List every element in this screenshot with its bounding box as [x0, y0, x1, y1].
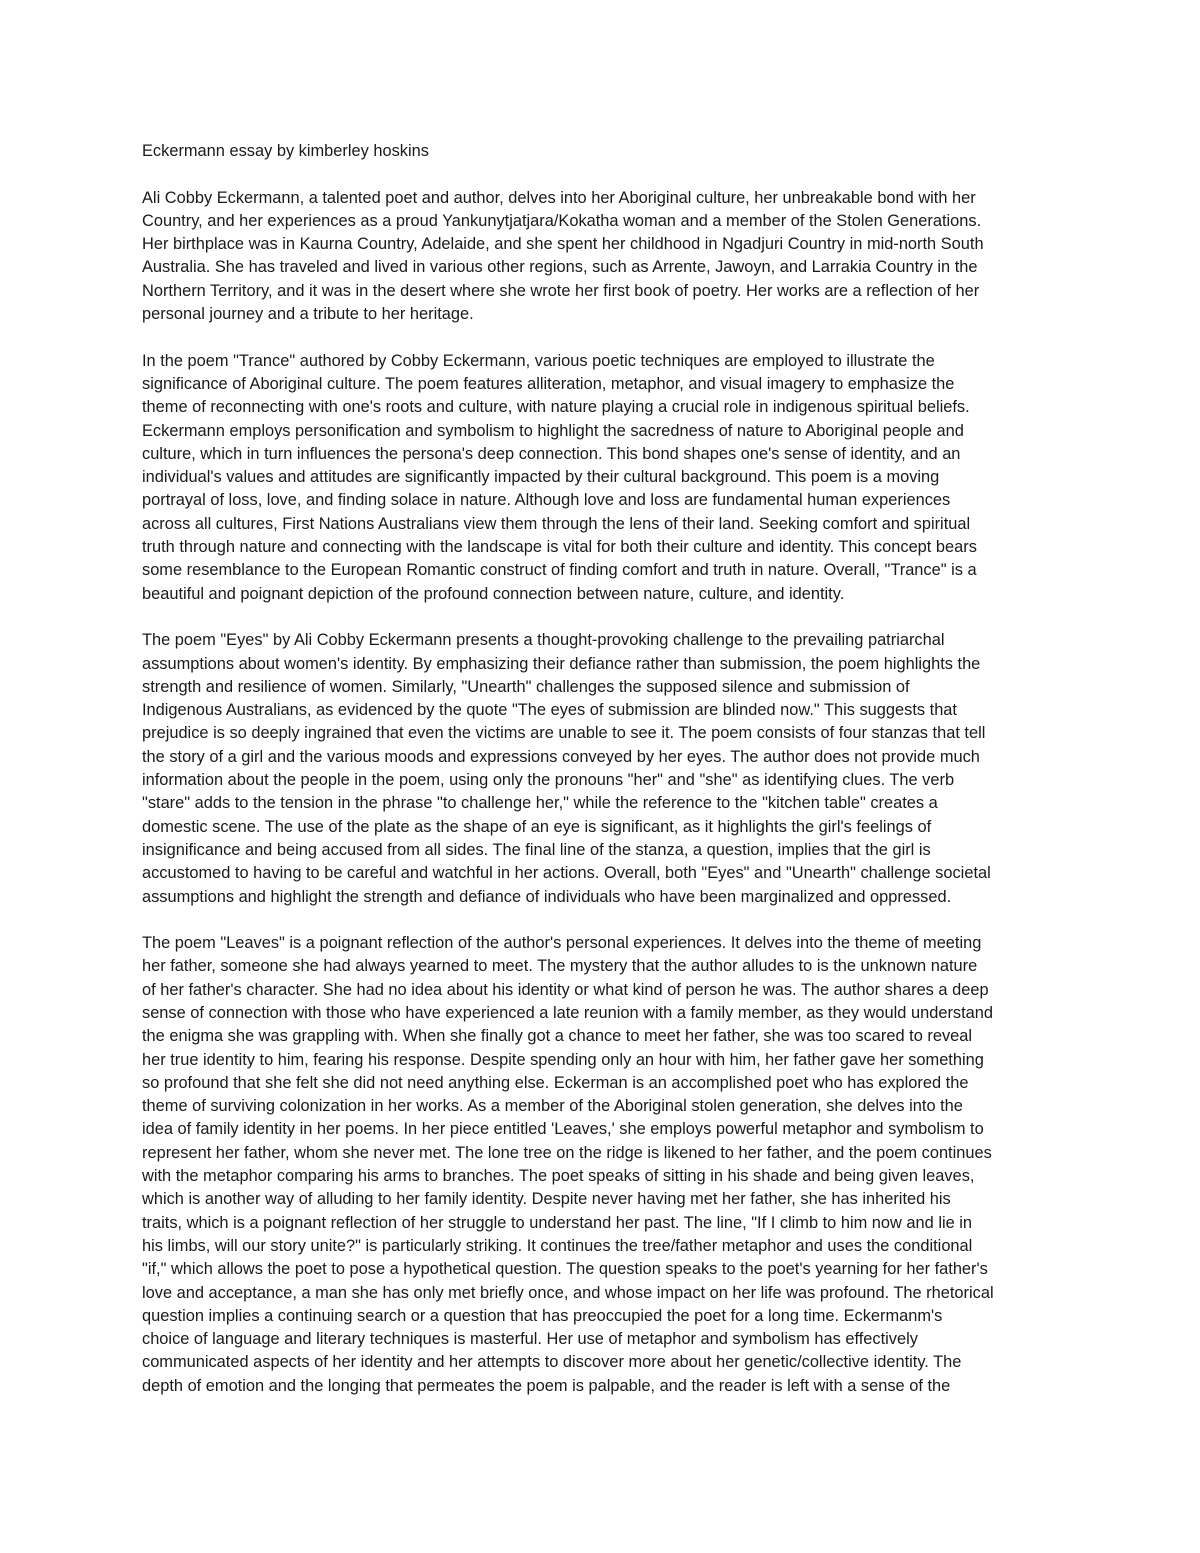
paragraph-line: Eckermann employs personification and symbolism to highlight the sacredness of nature to Aboriginal people and: [142, 421, 964, 440]
paragraph-line: theme of reconnecting with one's roots and culture, with nature playing a crucial role in indigenous spiritual beliefs.: [142, 398, 970, 417]
document-title: Eckermann essay by kimberley hoskins: [142, 142, 429, 160]
paragraph-line: "if," which allows the poet to pose a hypothetical question. The question speaks to the poet's yearning for her father's: [142, 1260, 988, 1279]
paragraph-line: personal journey and a tribute to her heritage.: [142, 305, 474, 324]
paragraph-line: truth through nature and connecting with the landscape is vital for both their culture and identity. This concept bears: [142, 538, 977, 557]
paragraph-line: his limbs, will our story unite?" is particularly striking. It continues the tree/father metaphor and uses the conditional: [142, 1236, 973, 1255]
paragraph-line: prejudice is so deeply ingrained that even the victims are unable to see it. The poem consists of four stanzas that tell: [142, 724, 986, 743]
paragraph-line: idea of family identity in her poems. In her piece entitled 'Leaves,' she employs powerful metaphor and symbolism to: [142, 1120, 984, 1139]
paragraph-line: Northern Territory, and it was in the desert where she wrote her first book of poetry. Her works are a reflection of her: [142, 281, 980, 300]
paragraph-line: Ali Cobby Eckermann, a talented poet and author, delves into her Aboriginal culture, her unbreakable bond with her: [142, 188, 976, 207]
paragraph-line: sense of connection with those who have experienced a late reunion with a family member, as they would understand: [142, 1003, 993, 1022]
paragraph-line: across all cultures, First Nations Australians view them through the lens of their land. Seeking comfort and spiritual: [142, 514, 971, 533]
paragraph-line: The poem "Leaves" is a poignant reflection of the author's personal experiences. It delves into the theme of meeting: [142, 934, 982, 953]
paragraph-line: which is another way of alluding to her family identity. Despite never having met her father, she has inherited his: [142, 1190, 951, 1209]
paragraph-line: choice of language and literary techniques is masterful. Her use of metaphor and symbolism has effectively: [142, 1330, 918, 1349]
paragraph-line: assumptions about women's identity. By emphasizing their defiance rather than submission, the poem highlights the: [142, 654, 981, 673]
paragraph-trance: [142, 350, 1060, 606]
paragraph-line: represent her father, whom she never met. The lone tree on the ridge is likened to her father, and the poem continues: [142, 1143, 992, 1162]
paragraph-line: of her father's character. She had no idea about his identity or what kind of person he was. The author shares a deep: [142, 980, 989, 999]
paragraph-line: her father, someone she had always yearned to meet. The mystery that the author alludes to is the unknown nature: [142, 957, 978, 976]
paragraph-line: assumptions and highlight the strength and defiance of individuals who have been marginalized and oppressed.: [142, 887, 952, 906]
paragraph-leaves: [142, 932, 1060, 1398]
paragraph-eyes: [142, 629, 1060, 909]
paragraph-line: some resemblance to the European Romantic construct of finding comfort and truth in nature. Overall, "Trance" is a: [142, 561, 977, 580]
paragraph-line: Her birthplace was in Kaurna Country, Adelaide, and she spent her childhood in Ngadjuri Country in mid-north South: [142, 235, 984, 254]
paragraph-line: accustomed to having to be careful and watchful in her actions. Overall, both "Eyes" and "Unearth" challenge societal: [142, 864, 991, 883]
paragraph-line: with the metaphor comparing his arms to branches. The poet speaks of sitting in his shade and being given leaves,: [142, 1167, 975, 1186]
paragraph-line: question implies a continuing search or a question that has preoccupied the poet for a long time. Eckermanm's: [142, 1306, 943, 1325]
paragraph-line: domestic scene. The use of the plate as the shape of an eye is significant, as it highlights the girl's feelings of: [142, 817, 932, 836]
paragraph-line: "stare" adds to the tension in the phrase "to challenge her," while the reference to the "kitchen table" creates a: [142, 794, 938, 813]
paragraph-line: significance of Aboriginal culture. The poem features alliteration, metaphor, and visual imagery to emphasize the: [142, 374, 955, 393]
paragraph-introduction: [142, 187, 1060, 327]
paragraph-line: information about the people in the poem, using only the pronouns "her" and "she" as identifying clues. The verb: [142, 771, 955, 790]
paragraph-line: depth of emotion and the longing that permeates the poem is palpable, and the reader is left with a sense of the: [142, 1376, 951, 1395]
paragraph-line: traits, which is a poignant reflection of her struggle to understand her past. The line, "If I climb to him now and lie in: [142, 1213, 973, 1232]
paragraph-line: the enigma she was grappling with. When she finally got a chance to meet her father, she was too scared to reveal: [142, 1027, 973, 1046]
paragraph-line: so profound that she felt she did not need anything else. Eckerman is an accomplished poet who has explored the: [142, 1073, 969, 1092]
paragraph-line: In the poem "Trance" authored by Cobby Eckermann, various poetic techniques are employed to illustrate the: [142, 351, 935, 370]
paragraph-line: Indigenous Australians, as evidenced by the quote "The eyes of submission are blinded now." This suggests that: [142, 701, 957, 720]
paragraph-line: The poem "Eyes" by Ali Cobby Eckermann presents a thought-provoking challenge to the prevailing patriarchal: [142, 631, 945, 650]
paragraph-line: beautiful and poignant depiction of the profound connection between nature, culture, and identity.: [142, 584, 845, 603]
paragraph-line: strength and resilience of women. Similarly, "Unearth" challenges the supposed silence and submission of: [142, 677, 910, 696]
paragraph-line: the story of a girl and the various moods and expressions conveyed by her eyes. The author does not provide much: [142, 747, 980, 766]
paragraph-line: Australia. She has traveled and lived in various other regions, such as Arrente, Jawoyn, and Larrakia Country in the: [142, 258, 978, 277]
paragraph-line: communicated aspects of her identity and her attempts to discover more about her genetic/collective identity. The: [142, 1353, 962, 1372]
paragraph-line: her true identity to him, fearing his response. Despite spending only an hour with him, her father gave her something: [142, 1050, 984, 1069]
document-body: [142, 140, 1060, 1421]
paragraph-line: theme of surviving colonization in her works. As a member of the Aboriginal stolen generation, she delves into the: [142, 1097, 963, 1116]
paragraph-line: individual's values and attitudes are significantly impacted by their cultural background. This poem is a moving: [142, 468, 940, 487]
paragraph-line: culture, which in turn influences the persona's deep connection. This bond shapes one's sense of identity, and an: [142, 444, 961, 463]
paragraph-line: love and acceptance, a man she has only met briefly once, and whose impact on her life was profound. The rhetorical: [142, 1283, 994, 1302]
paragraph-line: Country, and her experiences as a proud Yankunytjatjara/Kokatha woman and a member of the Stolen Generations.: [142, 211, 982, 230]
paragraph-line: portrayal of loss, love, and finding solace in nature. Although love and loss are fundamental human experiences: [142, 491, 951, 510]
paragraph-line: insignificance and being accused from all sides. The final line of the stanza, a question, implies that the girl is: [142, 840, 931, 859]
